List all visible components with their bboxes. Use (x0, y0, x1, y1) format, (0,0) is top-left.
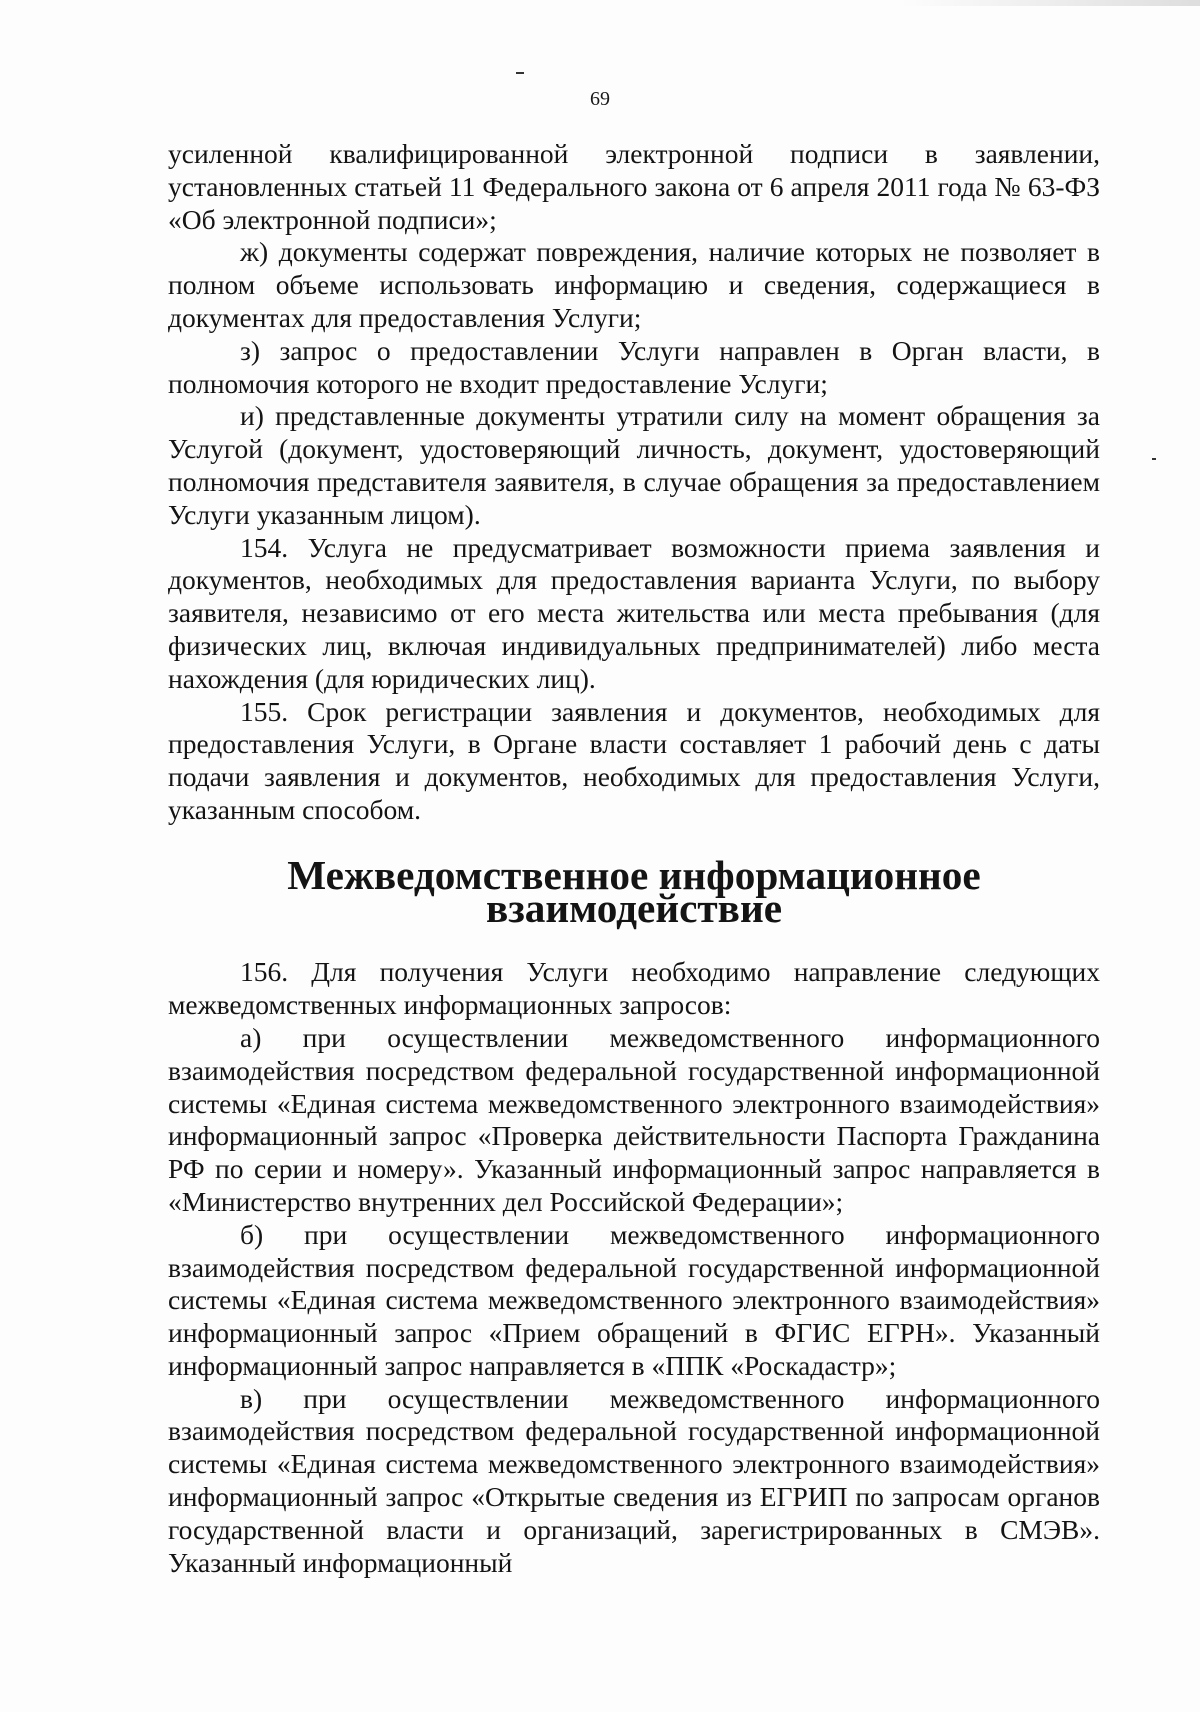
scan-mark-tick (1152, 458, 1156, 460)
paragraph-item-i: и) представленные документы утратили силу на момент обращения за Услугой (документ, удостоверяющий личность, документ, удостоверяющий полномочия представителя заявителя, в случае обращения за предоставлением Услуги указанным лицом). (168, 400, 1100, 530)
paragraph-item-v: в) при осуществлении межведомственного информационного взаимодействия посредством федеральной государственной информационной системы «Единая система межведомственного электронного взаимодействия» информационный запрос «Открытые сведения из ЕГРИП по запросам органов государственной власти и организаций, зарегистрированных в СМЭВ». Указанный информационный (168, 1382, 1100, 1578)
paragraph-155: 155. Срок регистрации заявления и документов, необходимых для предоставления Услуги, в Органе власти составляет 1 рабочий день с даты подачи заявления и документов, необходимых для предоставления Услуги, указанным способом. (168, 695, 1100, 825)
paragraph-item-zh: ж) документы содержат повреждения, наличие которых не позволяет в полном объеме использовать информацию и сведения, содержащиеся в документах для предоставления Услуги; (168, 236, 1100, 333)
paragraph-item-b: б) при осуществлении межведомственного информационного взаимодействия посредством федеральной государственной информационной системы «Единая система межведомственного электронного взаимодействия» информационный запрос «Прием обращений в ФГИС ЕГРН». Указанный информационный запрос направляется в «ППК «Роскадастр»; (168, 1218, 1100, 1381)
page-number: 69 (590, 88, 610, 110)
document-body (168, 138, 1100, 1579)
paragraph-item-a: а) при осуществлении межведомственного информационного взаимодействия посредством федеральной государственной информационной системы «Единая система межведомственного электронного взаимодействия» информационный запрос «Проверка действительности Паспорта Гражданина РФ по серии и номеру». Указанный информационный запрос направляется в «Министерство внутренних дел Российской Федерации»; (168, 1021, 1100, 1217)
paragraph-154: 154. Услуга не предусматривает возможности приема заявления и документов, необходимых для предоставления варианта Услуги, по выбору заявителя, независимо от его места жительства или места пребывания (для физических лиц, включая индивидуальных предпринимателей) либо места нахождения (для юридических лиц). (168, 531, 1100, 694)
scan-mark-dash (516, 72, 524, 74)
section-heading: Межведомственное информационное взаимодействие (287, 851, 981, 931)
paragraph-item-z: з) запрос о предоставлении Услуги направлен в Орган власти, в полномочия которого не входит предоставление Услуги; (168, 334, 1100, 399)
scan-edge-shadow (900, 0, 1200, 6)
paragraph-156: 156. Для получения Услуги необходимо направление следующих межведомственных информационных запросов: (168, 956, 1100, 1021)
paragraph-continuation: усиленной квалифицированной электронной подписи в заявлении, установленных статьей 11 Федерального закона от 6 апреля 2011 года № 63-ФЗ «Об электронной подписи»; (168, 138, 1100, 235)
